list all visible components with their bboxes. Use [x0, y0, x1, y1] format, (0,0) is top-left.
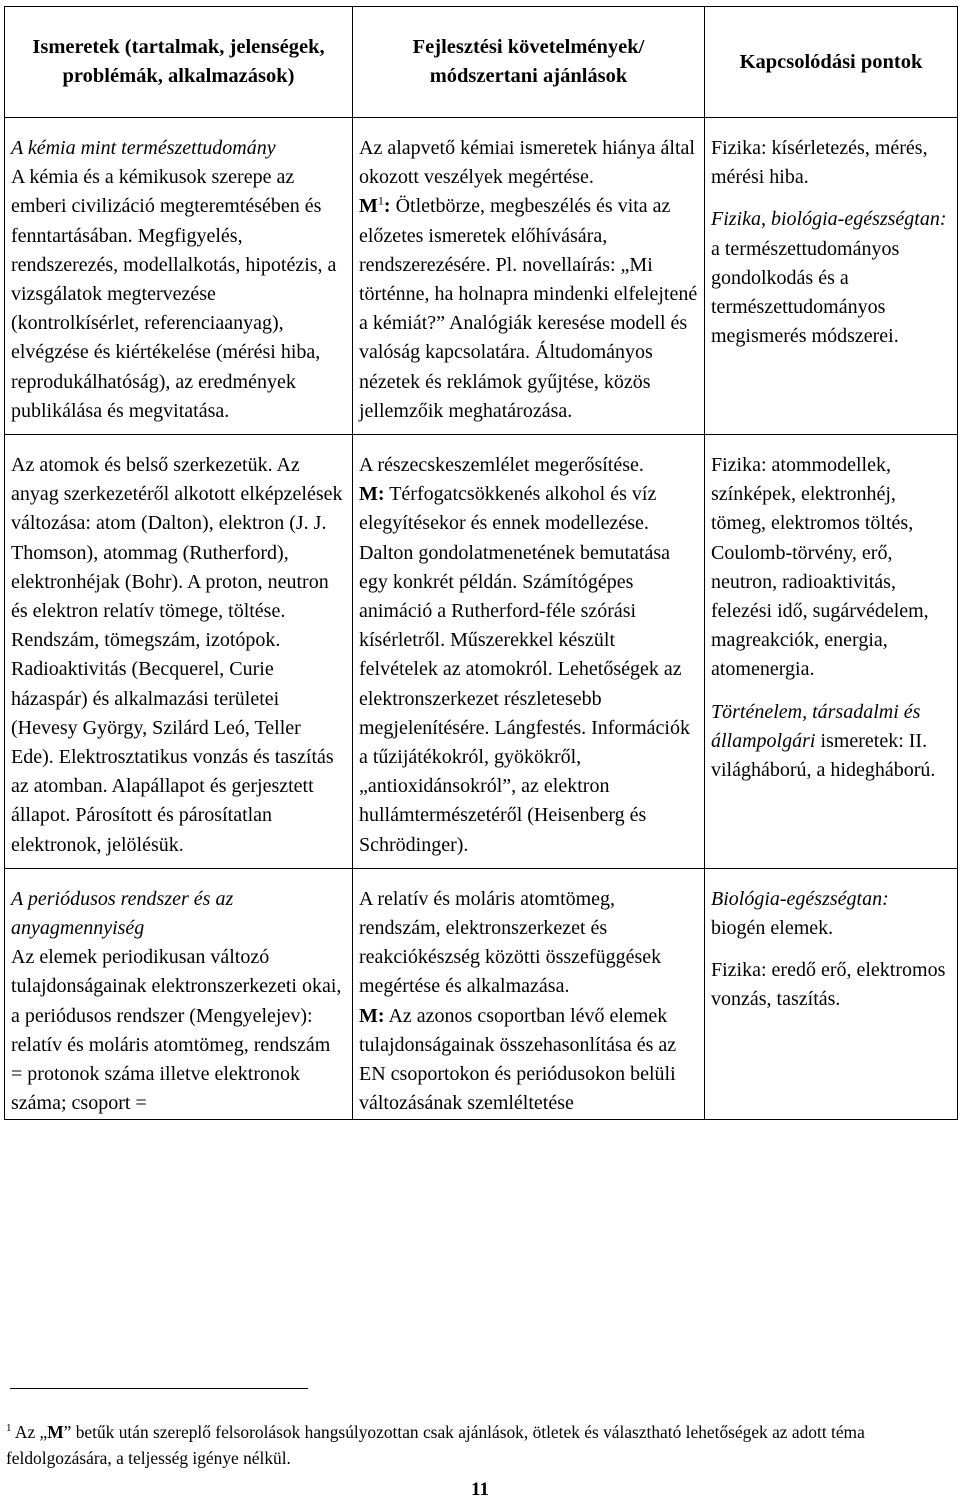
- table-row: [5, 435, 958, 869]
- section-title: A kémia mint természettudomány: [11, 137, 276, 159]
- text-block: [711, 134, 951, 192]
- text-block: [359, 1002, 698, 1119]
- method-text: Ötletbörze, megbeszélés és vita az előzetes ismeretek előhívására, rendszerezésére. Pl. novellaírás: „Mi történne, ha holnapra mindenki elfelejtené a kémiát?” Analógiák keresése modell és valóság kapcsolatára. Áltudományos nézetek és reklámok gyűjtése, közös jellemzőik meghatározása.: [359, 195, 698, 422]
- footnote-text-after: ” betűk után szereplő felsorolások hangsúlyozottan csak ajánlások, ötletek és választható lehetőségek az adott téma feldolgozására, a teljesség igénye nélkül.: [6, 1422, 865, 1468]
- footnote-text-before: Az „: [11, 1422, 48, 1442]
- method-colon: :: [383, 195, 391, 218]
- paragraph: Fizika: eredő erő, elektromos vonzás, taszítás.: [711, 959, 946, 1011]
- text-block: [711, 698, 951, 786]
- subject-name: Biológia-egészségtan:: [711, 887, 889, 910]
- text-block: [711, 956, 951, 1014]
- table-row: [5, 868, 958, 1119]
- method-text: Térfogatcsökkenés alkohol és víz elegyítésekor és ennek modellezése. Dalton gondolatmenetének bemutatása egy konkrét példán. Számítógépes animáció a Rutherford-féle szórási kísérletről. Műszerekkel készült felvételek az atomokról. Lehetőségek az elektronszerkezet részletesebb megjelenítésére. Lángfestés. Információk a tűzijátékokról, gyökökről, „antioxidánsokról”, az elektron hullámtermészetéről (Heisenberg és Schrödinger).: [359, 483, 690, 856]
- table-cell-col1: [5, 868, 353, 1119]
- table-cell-col1: [5, 435, 353, 869]
- text-block: [359, 134, 698, 192]
- text-block: [359, 451, 698, 480]
- text-block: [711, 885, 951, 943]
- method-colon: :: [377, 1004, 385, 1027]
- page-number: 11: [471, 1479, 489, 1500]
- text-block: [359, 192, 698, 426]
- table-cell-col3: [705, 118, 958, 435]
- header-col1: Ismeretek (tartalmak, jelenségek, problémák, alkalmazások): [5, 7, 353, 118]
- footnote-bold: M: [47, 1422, 64, 1442]
- method-marker: M: [359, 483, 378, 506]
- text-block: [359, 885, 698, 1002]
- spacer: [711, 685, 951, 698]
- table-cell-col2: [353, 118, 705, 435]
- footnote-ref: 1: [377, 193, 384, 208]
- paragraph: A kémia és a kémikusok szerepe az emberi civilizáció megteremtésében és fenntartásában. Megfigyelés, rendszerezés, modellalkotás, hipotézis, a vizsgálatok megtervezése (kontrolkísérlet, referenciaanyag), elvégzése és kiértékelése (mérési hiba, reprodukálhatóság), az eredmények publikálása és megvitatása.: [11, 166, 337, 422]
- text-block: [11, 885, 346, 943]
- spacer: [711, 943, 951, 956]
- text-block: [11, 451, 346, 860]
- table-cell-col3: [705, 868, 958, 1119]
- table-cell-col3: [705, 435, 958, 869]
- curriculum-table: [4, 6, 958, 1120]
- table-row: [5, 118, 958, 435]
- subject-topics: a természettudományos gondolkodás és a természettudományos megismerés módszerei.: [711, 237, 900, 348]
- paragraph: A relatív és moláris atomtömeg, rendszám, elektronszerkezet és reakciókészség közötti összefüggések megértése és alkalmazása.: [359, 887, 662, 998]
- table-cell-col2: [353, 435, 705, 869]
- footnote-separator: [10, 1388, 308, 1389]
- footnote: [6, 1419, 954, 1471]
- header-col3: Kapcsolódási pontok: [705, 7, 958, 118]
- table-cell-col1: [5, 118, 353, 435]
- text-block: [359, 480, 698, 860]
- paragraph: Az elemek periodikusan változó tulajdonságainak elektronszerkezeti okai, a periódusos rendszer (Mengyelejev): relatív és moláris atomtömeg, rendszám = protonok száma illetve elektronok száma; csoport =: [11, 946, 342, 1115]
- paragraph: Fizika: kísérletezés, mérés, mérési hiba.: [711, 137, 928, 189]
- table-cell-col2: [353, 868, 705, 1119]
- spacer: [711, 192, 951, 205]
- paragraph: Az alapvető kémiai ismeretek hiánya által okozott veszélyek megértése.: [359, 137, 695, 189]
- method-marker: M: [359, 1004, 378, 1027]
- paragraph: A részecskeszemlélet megerősítése.: [359, 454, 644, 477]
- text-block: [711, 451, 951, 685]
- header-row: [5, 7, 958, 118]
- subject-name: Fizika, biológia-egészségtan:: [711, 208, 947, 231]
- text-block: [11, 943, 346, 1118]
- subject-name: Történelem, társadalmi és állampolgári: [711, 700, 921, 752]
- header-col2: Fejlesztési követelmények/ módszertani ajánlások: [353, 7, 705, 118]
- method-marker: M: [359, 195, 378, 218]
- method-text: Az azonos csoportban lévő elemek tulajdonságainak összehasonlítása és az EN csoportokon és periódusokon belüli változásának szemléltetése: [359, 1004, 677, 1115]
- paragraph: Az atomok és belső szerkezetük. Az anyag szerkezetéről alkotott elképzelések változása: atom (Dalton), elektron (J. J. Thomson), atommag (Rutherford), elektronhéjak (Bohr). A proton, neutron és elektron relatív tömege, töltése. Rendszám, tömegszám, izotópok. Radioaktivitás (Becquerel, Curie házaspár) és alkalmazási területei (Hevesy György, Szilárd Leó, Teller Ede). Elektrosztatikus vonzás és taszítás az atomban. Alapállapot és gerjesztett állapot. Párosított és párosítatlan elektronok, jelölésük.: [11, 454, 343, 856]
- text-block: [711, 205, 951, 351]
- method-colon: :: [377, 483, 385, 506]
- subject-topics: ismeretek: II. világháború, a hidegháború.: [711, 729, 936, 782]
- text-block: [11, 163, 346, 426]
- text-block: [11, 134, 346, 163]
- paragraph: Fizika: atommodellek, színképek, elektronhéj, tömeg, elektromos töltés, Coulomb-törvény, erő, neutron, radioaktivitás, felezési idő, sugárvédelem, magreakciók, energia, atomenergia.: [711, 454, 929, 681]
- section-title: A periódusos rendszer és az anyagmennyiség: [11, 887, 234, 940]
- footnote-number: 1: [6, 1422, 12, 1435]
- subject-topics: biogén elemek.: [711, 917, 834, 940]
